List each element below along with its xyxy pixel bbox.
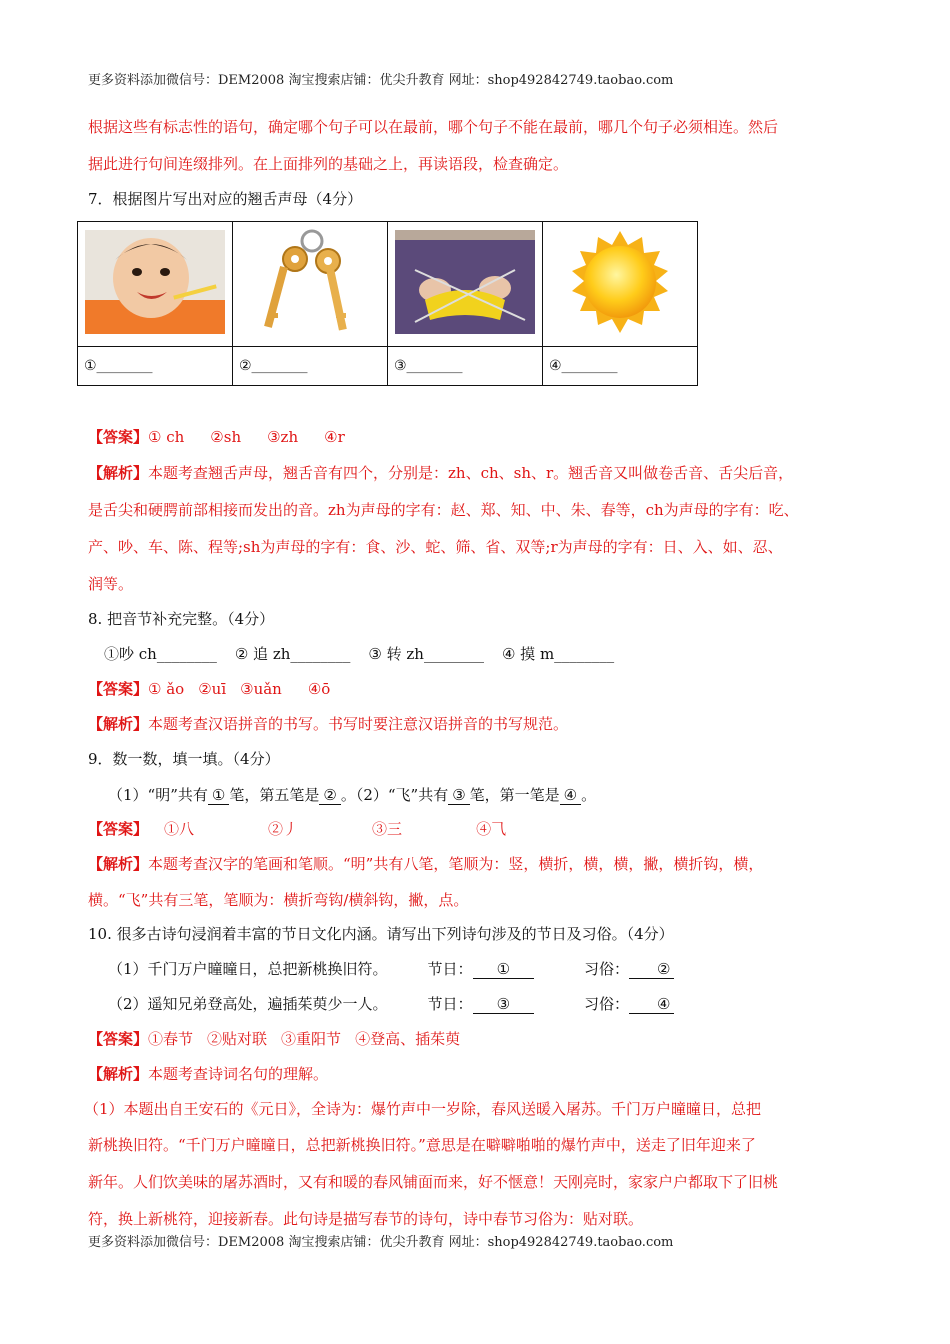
q7-analysis-text-1: 本题考查翘舌声母，翘舌音有四个，分别是：zh、ch、sh、r。翘舌音又叫做卷舌音、舌尖后音， [148, 464, 794, 482]
q7-cell-4 [543, 222, 698, 347]
keys-image [240, 227, 380, 337]
q10-analysis-intro-text: 本题考查诗词名句的理解。 [148, 1065, 329, 1083]
q9-answer-2: ②丿 [268, 820, 299, 838]
q9-text-1: （1）“明”共有 [108, 786, 208, 804]
q7-answer-4: ④r [324, 428, 345, 446]
q9-answer-4: ④⺄ [476, 820, 507, 838]
q10-festival-blank-2: ③ [473, 995, 534, 1014]
q7-analysis-1 [88, 462, 793, 484]
q10-answer-4: ④登高、插茱萸 [355, 1030, 461, 1048]
q9-analysis-2: 横。“飞”共有三笔，笔顺为：横折弯钩/横斜钩，撇，点。 [88, 891, 469, 909]
answer-tag: 【答案】 [88, 1030, 149, 1048]
analysis-tag: 【解析】 [88, 1065, 149, 1083]
q10-answer-3: ③重阳节 [281, 1030, 342, 1048]
q8-analysis [88, 713, 568, 735]
q10-poem-1: （1）千门万户曈曈日，总把新桃换旧符。 [108, 960, 388, 978]
q9-answer [88, 818, 506, 840]
q9-text-2: 笔，第五笔是 [229, 786, 320, 804]
q8-answer-2: ②uī [198, 680, 227, 698]
q10-answer-1: ①春节 [148, 1030, 194, 1048]
q10-title: 10. 很多古诗句浸润着丰富的节日文化内涵。请写出下列诗句涉及的节日及习俗。（4分） [88, 925, 674, 943]
q9-blank-2: ② [319, 786, 340, 805]
q7-blank-1: ①________ [78, 347, 233, 386]
page-header: 更多资料添加微信号：DEM2008 淘宝搜索店铺：优尖升教育 网址：shop492842749.taobao.com [88, 73, 674, 88]
q7-analysis-4: 润等。 [88, 575, 134, 593]
q7-picture-table [77, 221, 698, 386]
q10-festival-label-1: 节日： [427, 960, 473, 978]
q7-cell-2 [233, 222, 388, 347]
q8-item-2: ② 追 zh________ [234, 645, 351, 663]
analysis-tag: 【解析】 [88, 715, 149, 733]
q10-poem-2: （2）遥知兄弟登高处，遍插茱萸少一人。 [108, 995, 388, 1013]
q10-custom-blank-1: ② [629, 960, 674, 979]
q7-analysis-3: 产、吵、车、陈、程等;sh为声母的字有：食、沙、蛇、筛、省、双等;r为声母的字有：日、入、如、忍、 [88, 538, 783, 556]
answer-tag: 【答案】 [88, 820, 149, 838]
q8-analysis-text: 本题考查汉语拼音的书写。书写时要注意汉语拼音的书写规范。 [148, 715, 569, 733]
q10-festival-blank-1: ① [473, 960, 534, 979]
q7-answer-2: ②sh [210, 428, 242, 446]
q9-analysis-text-1: 本题考查汉字的笔画和笔顺。“明”共有八笔，笔顺为：竖，横折，横，横，撇，横折钩，横， [148, 855, 764, 873]
q7-answer-1: ① ch [148, 428, 185, 446]
q9-text-3: 。（2）“飞”共有 [340, 786, 449, 804]
answer-tag: 【答案】 [88, 428, 149, 446]
q9-text-4: 笔，第一笔是 [469, 786, 560, 804]
q8-item-4: ④ 摸 m________ [501, 645, 615, 663]
q8-answer-3: ③uǎn [240, 680, 282, 698]
page-footer: 更多资料添加微信号：DEM2008 淘宝搜索店铺：优尖升教育 网址：shop492842749.taobao.com [88, 1235, 674, 1250]
analysis-tag: 【解析】 [88, 464, 149, 482]
q9-blank-4: ④ [560, 786, 581, 805]
q9-blank-1: ① [208, 786, 229, 805]
q8-items [104, 643, 614, 665]
q8-title: 8. 把音节补充完整。（4分） [88, 610, 275, 628]
q9-text-5: 。 [581, 786, 597, 804]
q7-cell-3 [388, 222, 543, 347]
q10-festival-label-2: 节日： [427, 995, 473, 1013]
q10-answer [88, 1028, 460, 1050]
q10-analysis-3: 新年。人们饮美味的屠苏酒时，又有和暖的春风铺面而来，好不惬意！天刚亮时，家家户户都取下了旧桃 [88, 1173, 779, 1191]
q7-answer [88, 426, 345, 448]
q8-item-1: ①吵 ch________ [104, 645, 217, 663]
sun-image [550, 227, 690, 337]
q7-analysis-2: 是舌尖和硬腭前部相接而发出的音。zh为声母的字有：赵、郑、知、中、朱、春等，ch为声母的字有：吃、 [88, 501, 799, 519]
q8-item-3: ③ 转 zh________ [368, 645, 484, 663]
q10-custom-blank-2: ④ [629, 995, 674, 1014]
q10-analysis-1: （1）本题出自王安石的《元日》，全诗为：爆竹声中一岁除，春风送暖入屠苏。千门万户曈曈日，总把 [84, 1100, 762, 1118]
q7-cell-1 [78, 222, 233, 347]
knitting-image [395, 230, 535, 334]
q10-line-1 [108, 958, 674, 980]
q7-blank-4: ④________ [543, 347, 698, 386]
intro-line-1: 根据这些有标志性的语句，确定哪个句子可以在最前，哪个句子不能在最前，哪几个句子必须相连。然后 [88, 118, 779, 136]
analysis-tag: 【解析】 [88, 855, 149, 873]
q10-custom-label-2: 习俗： [584, 995, 630, 1013]
q9-answer-1: ①八 [164, 820, 195, 838]
q7-title: 7．根据图片写出对应的翘舌声母（4分） [88, 190, 363, 208]
q7-answer-3: ③zh [267, 428, 299, 446]
q10-line-2 [108, 993, 674, 1015]
q8-answer-1: ① ǎo [148, 680, 185, 698]
q9-answer-3: ③三 [372, 820, 403, 838]
intro-line-2: 据此进行句间连缀排列。在上面排列的基础之上，再读语段，检查确定。 [88, 155, 569, 173]
q10-analysis-intro [88, 1063, 328, 1085]
q7-blank-3: ③________ [388, 347, 543, 386]
answer-tag: 【答案】 [88, 680, 149, 698]
q10-analysis-4: 符，换上新桃符，迎接新春。此句诗是描写春节的诗句，诗中春节习俗为：贴对联。 [88, 1210, 644, 1228]
q8-answer-4: ④ō [307, 680, 331, 698]
q9-title: 9．数一数，填一填。（4分） [88, 750, 280, 768]
q9-analysis-1 [88, 853, 763, 875]
q10-custom-label-1: 习俗： [584, 960, 630, 978]
q10-analysis-2: 新桃换旧符。“千门万户曈曈日，总把新桃换旧符。”意思是在噼噼啪啪的爆竹声中，送走了旧年迎来了 [88, 1136, 756, 1154]
q9-blank-3: ③ [448, 786, 469, 805]
q9-question [108, 784, 596, 806]
q7-blank-2: ②________ [233, 347, 388, 386]
baby-eating-image [85, 230, 225, 334]
q10-answer-2: ②贴对联 [207, 1030, 268, 1048]
q8-answer [88, 678, 330, 700]
